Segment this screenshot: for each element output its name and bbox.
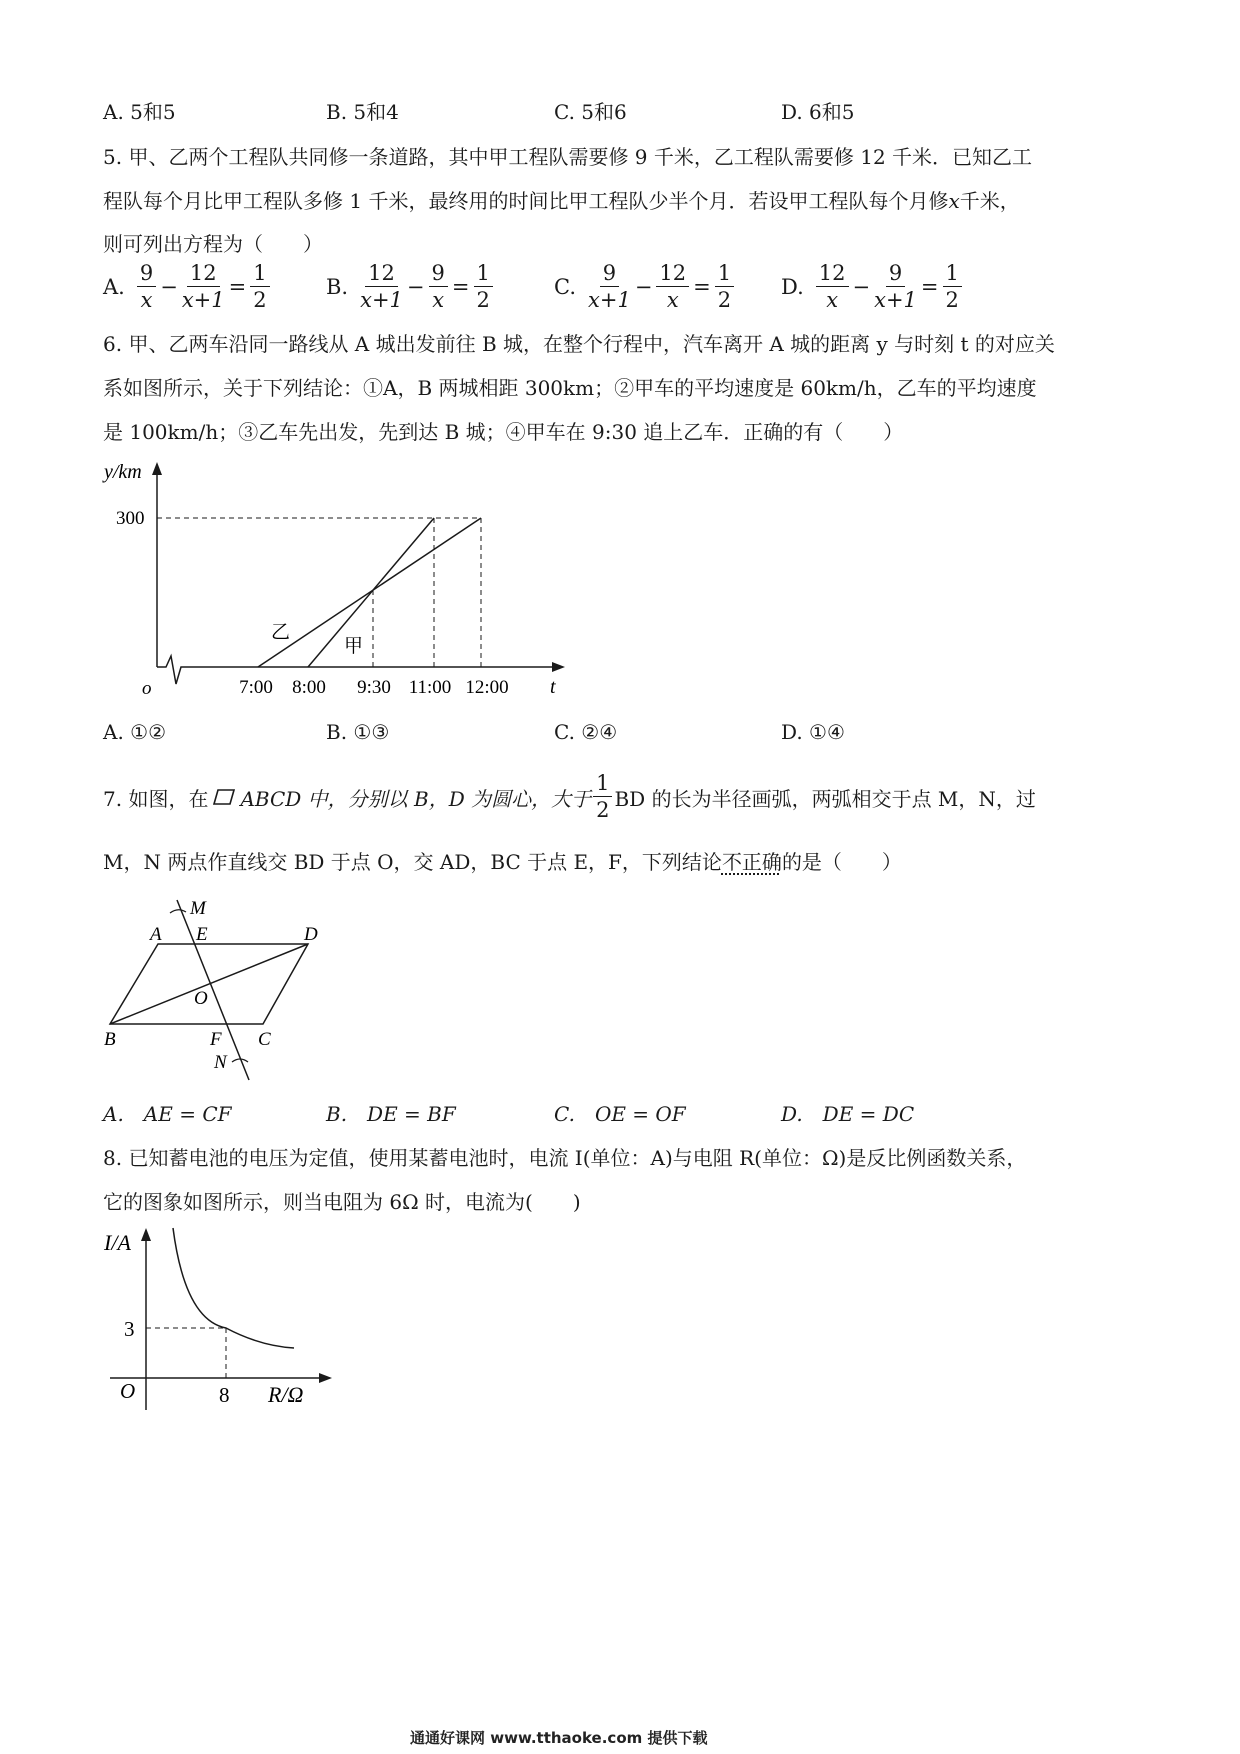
fraction-1 [137, 262, 156, 312]
q5-line-1: 5. 甲、乙两个工程队共同修一条道路，其中甲工程队需要修 9 千米，乙工程队需要修 12 千米．已知乙工 [103, 145, 1033, 169]
label-b: B [104, 1029, 116, 1050]
frac-num: 9 [429, 262, 448, 287]
q5-line-3: 则可列出方程为（ ） [103, 232, 323, 256]
fraction-3 [250, 262, 269, 312]
frac-num: 12 [816, 262, 849, 287]
minus-sign: − [406, 275, 425, 300]
frac-den: x [666, 288, 679, 313]
fraction-2 [429, 262, 448, 312]
frac-den: 2 [717, 288, 732, 313]
fraction-3 [715, 262, 734, 312]
r-axis-label: R/Ω [268, 1382, 304, 1407]
q5-option-c [554, 262, 736, 312]
inverse-curve [173, 1228, 294, 1348]
q8-inverse-graph [100, 1220, 340, 1425]
origin-label: o [142, 678, 152, 699]
origin-label-o: O [120, 1379, 136, 1403]
frac-num: 1 [943, 262, 962, 287]
frac-num: 9 [600, 262, 619, 287]
label-e: E [196, 924, 208, 945]
frac-num: 12 [365, 262, 398, 287]
frac-den: 2 [253, 288, 267, 313]
q7-parallelogram-figure [95, 890, 335, 1090]
arc-mark-n-icon [232, 1059, 248, 1062]
frac-num: 12 [656, 262, 689, 287]
y-axis-label: y/km [104, 461, 142, 483]
fraction-2 [182, 262, 225, 312]
q6-option-b: B. ①③ [326, 720, 390, 744]
label-a: A [150, 924, 162, 945]
series-label-jia: 甲 [344, 636, 364, 657]
x-axis-label: t [550, 676, 556, 698]
q7-option-d: D. DE = DC [781, 1102, 915, 1126]
frac-num: 1 [593, 772, 612, 797]
option-label: B. [326, 275, 349, 300]
fraction-1 [588, 262, 631, 312]
equals-sign: = [451, 275, 470, 300]
r-tick-8: 8 [219, 1383, 230, 1407]
frac-den: x+1 [181, 288, 225, 313]
q6-distance-time-graph [95, 455, 585, 705]
label-m: M [190, 898, 206, 919]
y-axis-arrow-icon [152, 462, 162, 475]
x-axis-arrow-icon [552, 662, 565, 672]
q6-option-c: C. ②④ [554, 720, 618, 744]
y-tick-300: 300 [116, 508, 145, 529]
fraction-1 [816, 262, 849, 312]
q8-line-2: 它的图象如图所示，则当电阻为 6Ω 时，电流为( ) [103, 1190, 581, 1214]
page-footer: 通通好课网 www.tthaoke.com 提供下载 [410, 1729, 708, 1747]
x-tick-11: 11:00 [408, 677, 452, 698]
frac-num: 9 [137, 262, 156, 287]
q5-line-2a: 程队每个月比甲工程队多修 1 千米，最终用的时间比甲工程队少半个月．若设甲工程队每个月修 [103, 189, 949, 213]
label-f: F [210, 1029, 222, 1050]
frac-den: x [140, 288, 153, 313]
frac-den: x [432, 288, 445, 313]
label-o: O [194, 988, 208, 1009]
q6-line-3: 是 100km/h；③乙车先出发，先到达 B 城；④甲车在 9:30 追上乙车．正确的有（ ） [103, 420, 904, 444]
q7-fraction-half [593, 772, 612, 822]
q7-line-2a: M，N 两点作直线交 BD 于点 O，交 AD，BC 于点 E，F，下列结论 [103, 850, 722, 874]
fraction-3 [943, 262, 962, 312]
q7-line-2b: 的是（ ） [781, 850, 902, 874]
label-n: N [214, 1052, 227, 1073]
fraction-3 [474, 262, 493, 312]
frac-den: x+1 [588, 288, 631, 313]
q4-option-d: D. 6和5 [781, 100, 855, 124]
q7-option-c: C. OE = OF [554, 1102, 686, 1126]
line-yi [258, 518, 481, 667]
x-tick-8: 8:00 [292, 677, 326, 698]
x-tick-930: 9:30 [357, 677, 391, 698]
frac-num: 1 [715, 262, 734, 287]
equals-sign: = [920, 275, 939, 300]
q7-option-a: A. AE = CF [103, 1102, 232, 1126]
i-tick-3: 3 [124, 1317, 135, 1341]
q6-option-d: D. ①④ [781, 720, 845, 744]
fraction-1 [360, 262, 403, 312]
q7-option-b: B. DE = BF [326, 1102, 456, 1126]
frac-num: 9 [886, 262, 905, 287]
q5-option-d [781, 262, 964, 312]
frac-num: 12 [187, 262, 220, 287]
q5-var-x: x [948, 189, 960, 213]
minus-sign: − [160, 275, 178, 300]
q5-line-2b: 千米， [959, 189, 1020, 213]
q7-line-1c: BD 的长为半径画弧，两弧相交于点 M，N，过 [614, 786, 1036, 811]
r-axis-arrow-icon [319, 1373, 332, 1383]
option-label: A. [103, 275, 125, 300]
q5-option-b [326, 262, 495, 312]
equals-sign: = [228, 275, 247, 300]
frac-den: 2 [476, 288, 490, 313]
series-label-yi: 乙 [271, 622, 291, 643]
q7-line-1a: 7. 如图，在 [103, 786, 209, 811]
q5-option-a [103, 262, 272, 312]
x-tick-7: 7:00 [239, 677, 273, 698]
frac-den: x [826, 288, 839, 313]
frac-num: 1 [474, 262, 493, 287]
q7-line-2 [103, 846, 902, 875]
q4-option-a: A. 5和5 [103, 100, 176, 124]
x-tick-12: 12:00 [465, 677, 509, 698]
q6-option-a: A. ①② [103, 720, 167, 744]
q4-option-b: B. 5和4 [326, 100, 399, 124]
fraction-2 [656, 262, 689, 312]
frac-den: 2 [945, 288, 959, 313]
line-jia [308, 518, 434, 667]
frac-den: 2 [596, 798, 610, 823]
label-c: C [258, 1029, 271, 1050]
parallelogram-symbol-icon [212, 787, 236, 807]
option-label: D. [781, 275, 804, 300]
q7-line-1 [103, 772, 1036, 822]
q6-line-1: 6. 甲、乙两车沿同一路线从 A 城出发前往 B 城，在整个行程中，汽车离开 A 城的距离 y 与时刻 t 的对应关 [103, 332, 1055, 356]
frac-den: x+1 [360, 288, 403, 313]
q7-line-1b: ABCD 中，分别以 B，D 为圆心，大于 [240, 786, 592, 811]
q8-line-1: 8. 已知蓄电池的电压为定值，使用某蓄电池时，电流 I(单位：A)与电阻 R(单位：Ω)是反比例函数关系， [103, 1146, 1027, 1170]
frac-num: 1 [250, 262, 269, 287]
frac-den: x+1 [874, 288, 917, 313]
q6-line-2: 系如图所示，关于下列结论：①A，B 两城相距 300km；②甲车的平均速度是 60km/h，乙车的平均速度 [103, 376, 1037, 400]
label-d: D [304, 924, 318, 945]
arc-mark-m-icon [170, 910, 186, 913]
equals-sign: = [693, 275, 711, 300]
minus-sign: − [634, 275, 653, 300]
q7-emphasis-not-correct: 不正确 [721, 850, 782, 874]
i-axis-arrow-icon [141, 1228, 151, 1241]
option-label: C. [554, 275, 576, 300]
i-axis-label: I/A [104, 1230, 131, 1255]
fraction-2 [874, 262, 917, 312]
minus-sign: − [852, 275, 871, 300]
q5-line-2 [103, 185, 1020, 214]
q4-option-c: C. 5和6 [554, 100, 627, 124]
